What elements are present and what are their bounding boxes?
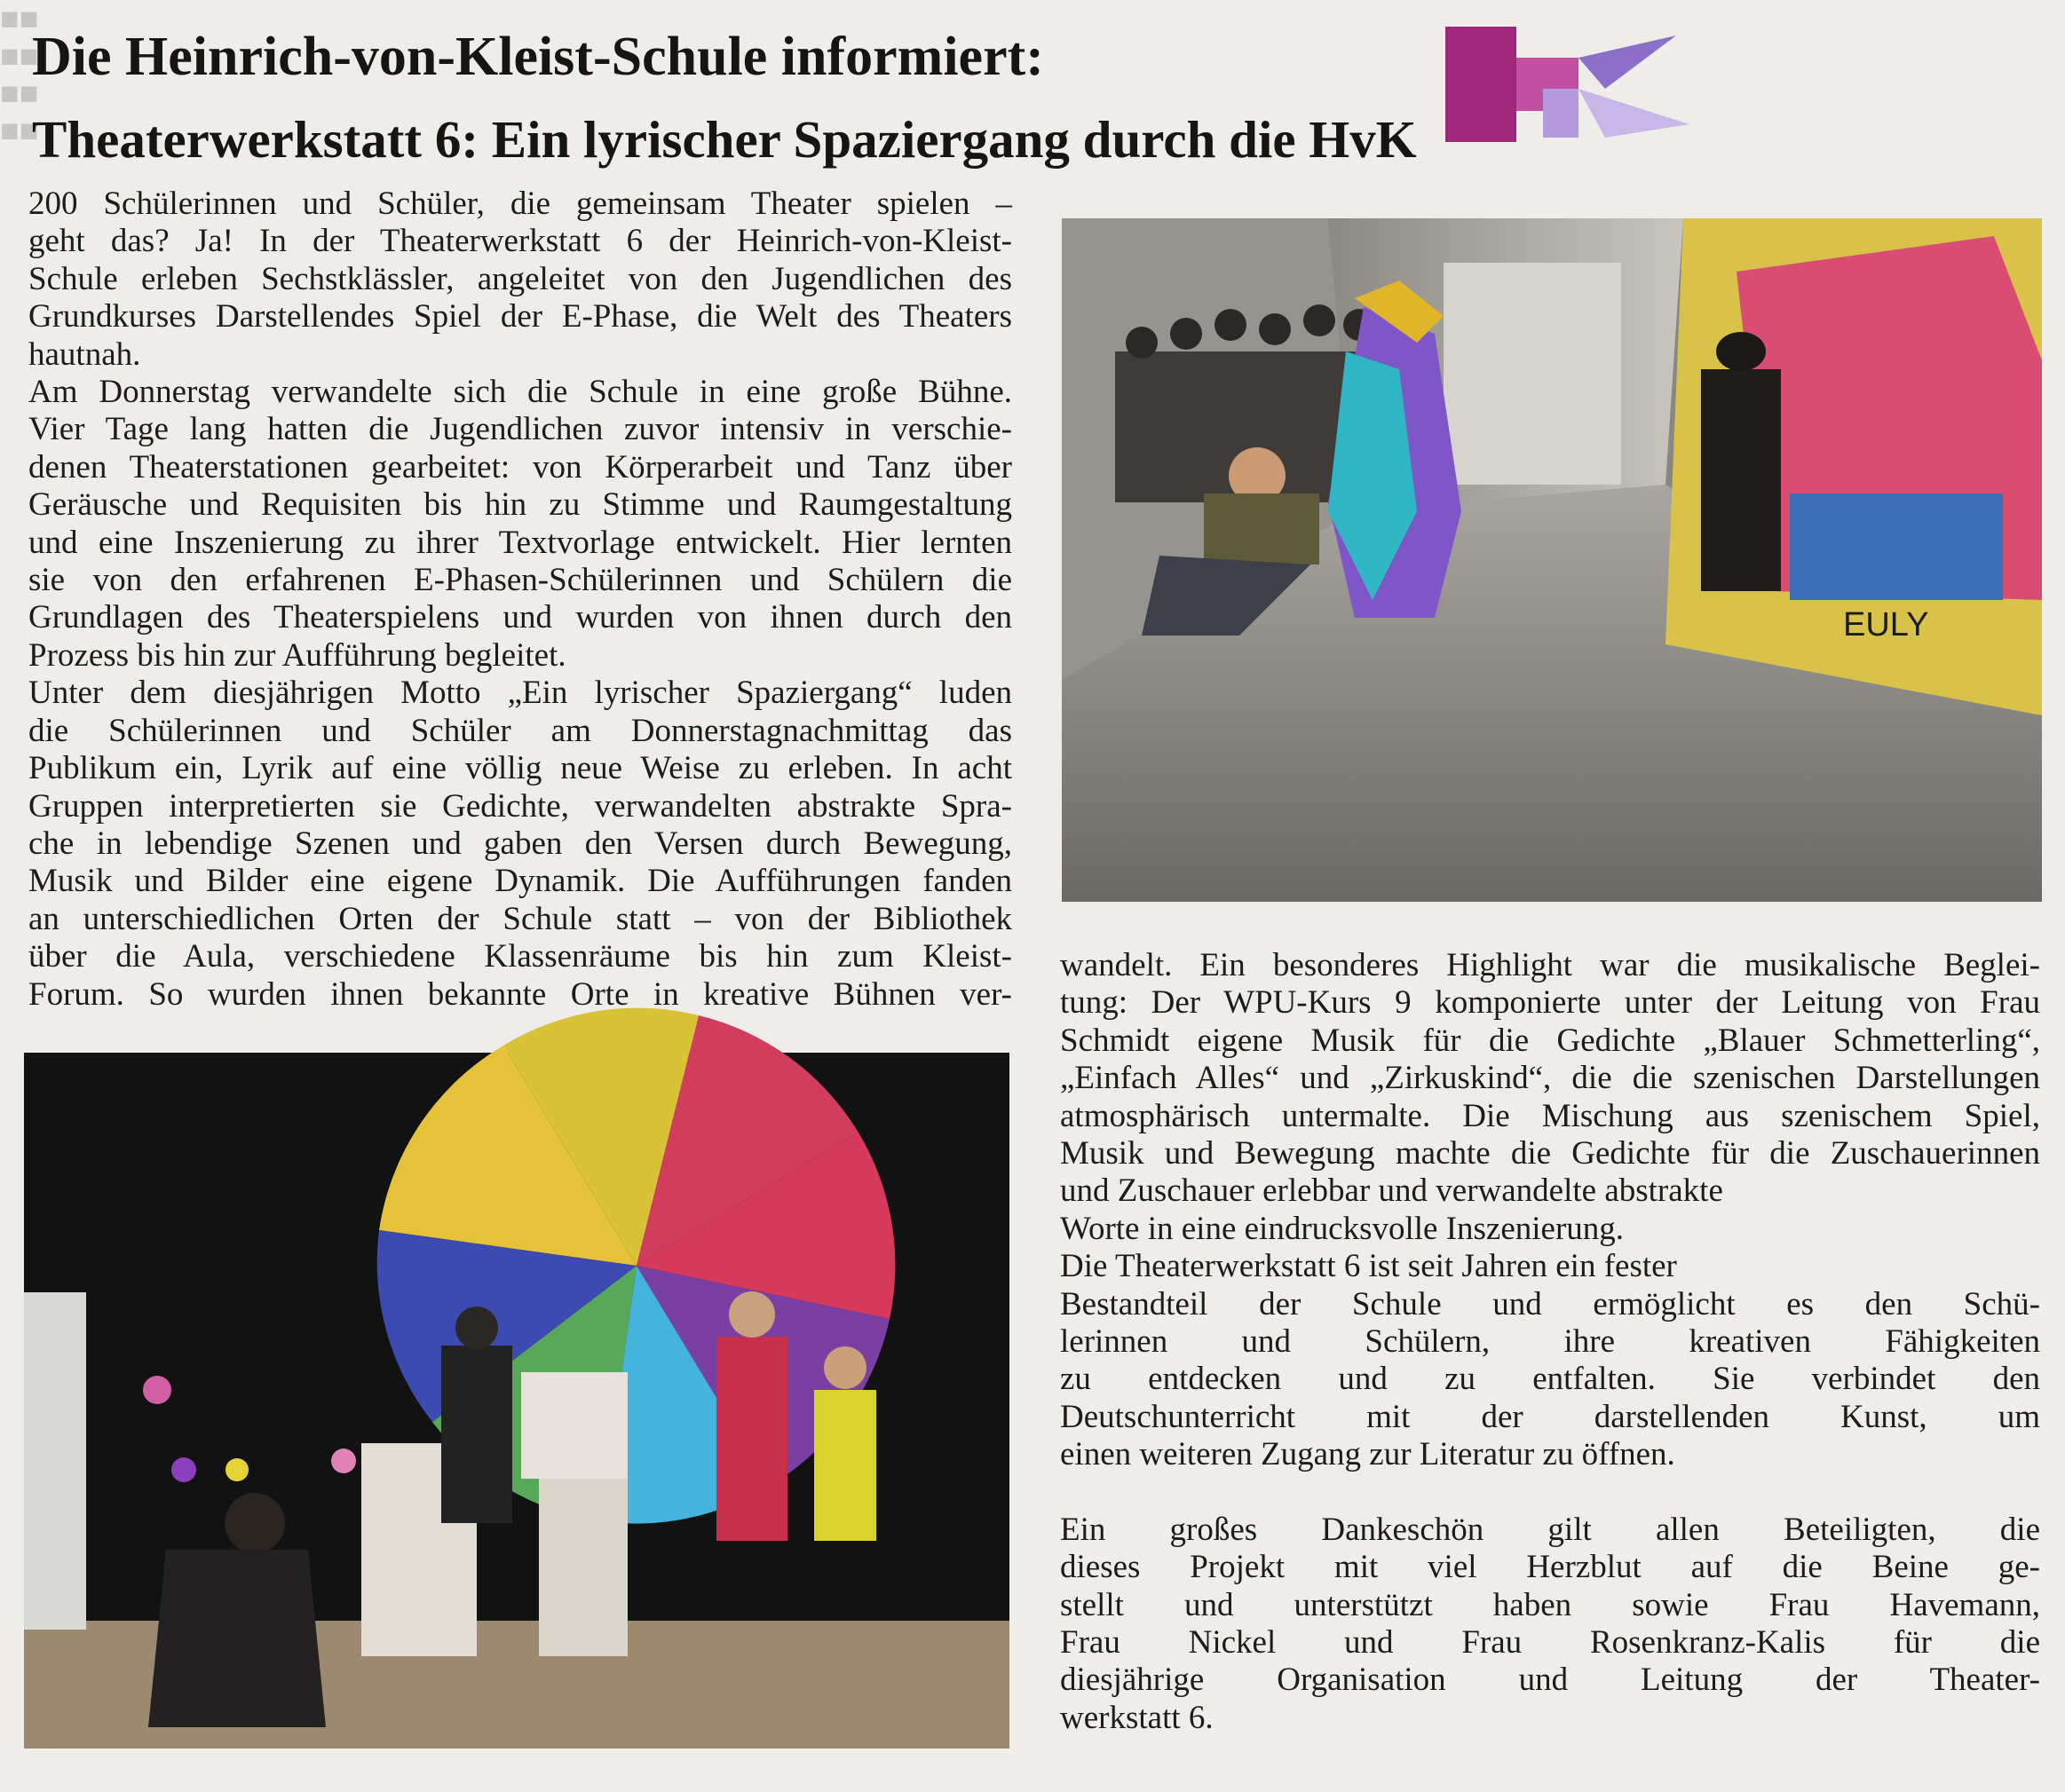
text-line: Die Theaterwerkstatt 6 ist seit Jahren ein fester	[1060, 1248, 1677, 1285]
painted-sign-text: EULY	[1843, 606, 1929, 643]
text-line: che in lebendige Szenen und gaben den Versen durch Bewegung,	[28, 825, 1012, 862]
performer-yellow-head	[824, 1346, 866, 1389]
back-window	[1444, 263, 1621, 485]
text-line: und Zuschauer erlebbar und verwandelte abstrakte	[1060, 1172, 1723, 1210]
painted-bus-front	[1790, 493, 2003, 600]
performer-head	[455, 1307, 498, 1349]
text-line: denen Theaterstationen gearbeitet: von Körperarbeit und Tanz über	[28, 448, 1012, 485]
text-line: Forum. So wurden ihnen bekannte Orte in kreative Bühnen ver-	[28, 975, 1012, 1013]
box-tower	[539, 1479, 628, 1656]
text-line: lerinnen und Schülern, ihre kreativen Fähigkeiten	[1060, 1323, 2040, 1361]
text-line: Publikum ein, Lyrik auf eine völlig neue Weise zu erleben. In acht	[28, 750, 1012, 787]
text-line: Gruppen interpretierten sie Gedichte, verwandelten abstrakte Spra-	[28, 787, 1012, 825]
adjacent-column-bleed-left: ■■ ■■ ■■ ■■	[0, 1, 39, 148]
article-headline: Die Heinrich-von-Kleist-Schule informiert:	[32, 27, 1044, 87]
text-line: wandelt. Ein besonderes Highlight war die musikalische Beglei-	[1060, 947, 2040, 983]
front-performer-body	[148, 1550, 326, 1727]
article-subheadline: Theaterwerkstatt 6: Ein lyrischer Spaziergang durch die HvK	[32, 110, 1417, 169]
man-in-black	[1701, 369, 1781, 591]
logo-lower-square	[1543, 89, 1578, 138]
jester-costume	[716, 1337, 787, 1541]
logo-bar	[1445, 27, 1516, 142]
text-line: „Einfach Alles“ und „Zirkuskind“, die die szenischen Darstellungen	[1060, 1060, 2040, 1097]
text-line: Prozess bis hin zur Aufführung begleitet.	[28, 636, 566, 674]
text-line: einen weiteren Zugang zur Literatur zu öffnen.	[1060, 1436, 1675, 1473]
text-line: Worte in eine eindrucksvolle Inszenierung.	[1060, 1210, 1625, 1247]
text-line: stellt und unterstützt haben sowie Frau Havemann,	[1060, 1586, 2040, 1623]
text-line: Ein großes Dankeschön gilt allen Beteiligten, die	[1060, 1511, 2040, 1548]
text-line: hautnah.	[28, 336, 141, 373]
man-hat	[1716, 332, 1766, 371]
text-line: tung: Der WPU-Kurs 9 komponierte unter der Leitung von Frau	[1060, 984, 2040, 1022]
text-line: an unterschiedlichen Orten der Schule statt – von der Bibliothek	[28, 900, 1012, 937]
text-line: 200 Schülerinnen und Schüler, die gemeinsam Theater spielen –	[28, 186, 1012, 222]
text-line: zu entdecken und zu entfalten. Sie verbindet den	[1060, 1361, 2040, 1398]
text-line: Am Donnerstag verwandelte sich die Schule in eine große Bühne.	[28, 374, 1012, 411]
logo-lower-arm	[1578, 89, 1689, 138]
projection-screen	[24, 1292, 86, 1630]
text-line: Schule erleben Sechstklässler, angeleitet von den Jugendlichen des	[28, 260, 1012, 297]
text-line: Musik und Bilder eine eigene Dynamik. Die Aufführungen fanden	[28, 863, 1012, 900]
text-line: die Schülerinnen und Schüler am Donnerstagnachmittag das	[28, 712, 1012, 749]
paragraph-gap	[1060, 1474, 2040, 1512]
performer-black-vest	[441, 1346, 512, 1523]
stage-performance-photo	[24, 1053, 1009, 1749]
text-line: Unter dem diesjährigen Motto „Ein lyrischer Spaziergang“ luden	[28, 675, 1012, 712]
text-line: dieses Projekt mit viel Herzblut auf die Beine ge-	[1060, 1549, 2040, 1586]
child-shirt	[1204, 493, 1319, 564]
performer-yellow-shirt	[814, 1390, 876, 1541]
text-line: Musik und Bewegung machte die Gedichte für die Zuschauerinnen	[1060, 1135, 2040, 1172]
hallway-performance-photo	[1062, 218, 2042, 902]
text-line: sie von den erfahrenen E-Phasen-Schülerinnen und Schülern die	[28, 562, 1012, 599]
text-line: Grundkurses Darstellendes Spiel der E-Phase, die Welt des Theaters	[28, 298, 1012, 336]
text-line: Grundlagen des Theaterspielens und wurden von ihnen durch den	[28, 599, 1012, 636]
text-line: Geräusche und Requisiten bis hin zu Stimme und Raumgestaltung	[28, 486, 1012, 524]
text-line: atmosphärisch untermalte. Die Mischung aus szenischem Spiel,	[1060, 1097, 2040, 1134]
text-line: und eine Inszenierung zu ihrer Textvorlage entwickelt. Hier lernten	[28, 524, 1012, 561]
front-performer-head	[225, 1493, 285, 1553]
article-right-column	[1060, 947, 2040, 1737]
text-line: geht das? Ja! In der Theaterwerkstatt 6 der Heinrich-von-Kleist-	[28, 223, 1012, 260]
text-line: Vier Tage lang hatten die Jugendlichen zuvor intensiv in verschie-	[28, 411, 1012, 448]
text-line: über die Aula, verschiedene Klassenräume bis hin zum Kleist-	[28, 938, 1012, 975]
text-line: Schmidt eigene Musik für die Gedichte „Blauer Schmetterling“,	[1060, 1022, 2040, 1059]
hvk-logo	[1445, 27, 1694, 142]
logo-upper-arm	[1578, 36, 1676, 89]
box-tower-top	[521, 1372, 628, 1479]
text-line: werkstatt 6.	[1060, 1699, 1214, 1736]
text-line: Bestandteil der Schule und ermöglicht es den Schü-	[1060, 1285, 2040, 1322]
article-left-column	[28, 186, 1012, 1014]
text-line: diesjährige Organisation und Leitung der Theater-	[1060, 1662, 2040, 1699]
text-line: Deutschunterricht mit der darstellenden Kunst, um	[1060, 1398, 2040, 1435]
text-line: Frau Nickel und Frau Rosenkranz-Kalis für die	[1060, 1623, 2040, 1661]
jester-head	[729, 1291, 775, 1338]
